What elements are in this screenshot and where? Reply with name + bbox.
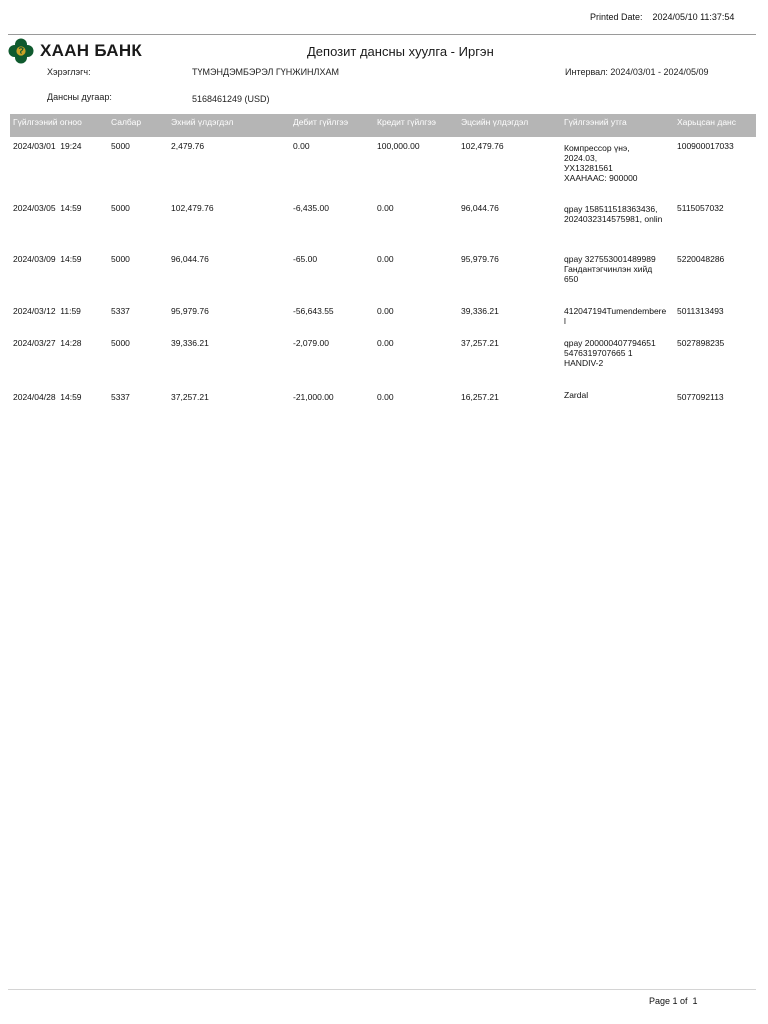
bank-name: ХААН БАНК — [40, 41, 143, 60]
cell-debit: 0.00 — [293, 141, 310, 151]
cell-opening-balance: 2,479.76 — [171, 141, 205, 151]
cell-counterparty-account: 5077092113 — [677, 392, 724, 402]
cell-closing-balance: 39,336.21 — [461, 306, 499, 316]
cell-closing-balance: 96,044.76 — [461, 203, 499, 213]
cell-date: 2024/03/09 14:59 — [13, 254, 82, 264]
column-header-date: Гүйлгээний огноо — [13, 117, 82, 127]
cell-closing-balance: 37,257.21 — [461, 338, 499, 348]
cell-description: Компрессор үнэ, 2024.03, УХ13281561 ХААНААС: 900000 — [564, 143, 638, 183]
column-header-branch: Салбар — [111, 117, 142, 127]
printed-date — [590, 12, 734, 22]
column-header-description: Гүйлгээний утга — [564, 117, 627, 127]
cell-date: 2024/03/27 14:28 — [13, 338, 82, 348]
column-header-credit: Кредит гүйлгээ — [377, 117, 437, 127]
account-number: 5168461249 (USD) — [192, 94, 270, 104]
cell-debit: -2,079.00 — [293, 338, 329, 348]
cell-counterparty-account: 100900017033 — [677, 141, 734, 151]
cell-date: 2024/04/28 14:59 — [13, 392, 82, 402]
cell-branch: 5000 — [111, 338, 130, 348]
cell-credit: 0.00 — [377, 203, 394, 213]
cell-branch: 5000 — [111, 141, 130, 151]
cell-counterparty-account: 5027898235 — [677, 338, 725, 348]
cell-branch: 5337 — [111, 306, 130, 316]
khan-bank-clover-logo-icon — [8, 38, 34, 64]
document-title: Депозит дансны хуулга - Иргэн — [307, 44, 494, 59]
cell-description: qpay 200000407794651 5476319707665 1 HANDIV-2 — [564, 338, 656, 368]
cell-debit: -6,435.00 — [293, 203, 329, 213]
interval: Интервал: 2024/03/01 - 2024/05/09 — [565, 67, 709, 77]
cell-description: Zardal — [564, 390, 589, 400]
cell-opening-balance: 39,336.21 — [171, 338, 209, 348]
page-indicator: Page 1 of 1 — [649, 996, 698, 1006]
column-header-counterparty-account: Харьцсан данс — [677, 117, 736, 127]
cell-credit: 100,000.00 — [377, 141, 420, 151]
cell-debit: -56,643.55 — [293, 306, 334, 316]
cell-description: qpay 158511518363436, 2024032314575981, onlin — [564, 204, 663, 224]
cell-debit: -65.00 — [293, 254, 318, 264]
cell-branch: 5337 — [111, 392, 130, 402]
cell-closing-balance: 102,479.76 — [461, 141, 504, 151]
column-header-debit: Дебит гүйлгээ — [293, 117, 349, 127]
customer-name: ТҮМЭНДЭМБЭРЭЛ ГҮНЖИНЛХАМ — [192, 67, 339, 77]
cell-opening-balance: 37,257.21 — [171, 392, 209, 402]
bank-logo — [8, 38, 142, 64]
cell-counterparty-account: 5115057032 — [677, 203, 724, 213]
cell-credit: 0.00 — [377, 338, 394, 348]
cell-counterparty-account: 5011313493 — [677, 306, 724, 316]
cell-closing-balance: 16,257.21 — [461, 392, 499, 402]
cell-branch: 5000 — [111, 203, 130, 213]
column-header-opening-balance: Эхний үлдэгдэл — [171, 117, 234, 127]
printed-date-label: Printed Date: — [590, 12, 643, 22]
footer-divider — [8, 989, 756, 990]
cell-description: qpay 327553001489989 Гандантэгчинлэн хийд 650 — [564, 254, 656, 284]
cell-opening-balance: 96,044.76 — [171, 254, 209, 264]
cell-debit: -21,000.00 — [293, 392, 334, 402]
cell-date: 2024/03/01 19:24 — [13, 141, 82, 151]
printed-date-value: 2024/05/10 11:37:54 — [652, 12, 735, 22]
cell-opening-balance: 102,479.76 — [171, 203, 214, 213]
cell-credit: 0.00 — [377, 392, 394, 402]
cell-opening-balance: 95,979.76 — [171, 306, 209, 316]
cell-date: 2024/03/05 14:59 — [13, 203, 82, 213]
cell-description: 412047194Tumendemberel — [564, 306, 667, 326]
header-divider — [8, 34, 756, 35]
cell-credit: 0.00 — [377, 254, 394, 264]
cell-credit: 0.00 — [377, 306, 394, 316]
cell-closing-balance: 95,979.76 — [461, 254, 499, 264]
cell-branch: 5000 — [111, 254, 130, 264]
cell-date: 2024/03/12 11:59 — [13, 306, 81, 316]
table-header — [10, 114, 756, 137]
column-header-closing-balance: Эцсийн үлдэгдэл — [461, 117, 529, 127]
cell-counterparty-account: 5220048286 — [677, 254, 725, 264]
account-number-label: Дансны дугаар: — [47, 92, 112, 102]
customer-label: Хэрэглэгч: — [47, 67, 91, 77]
